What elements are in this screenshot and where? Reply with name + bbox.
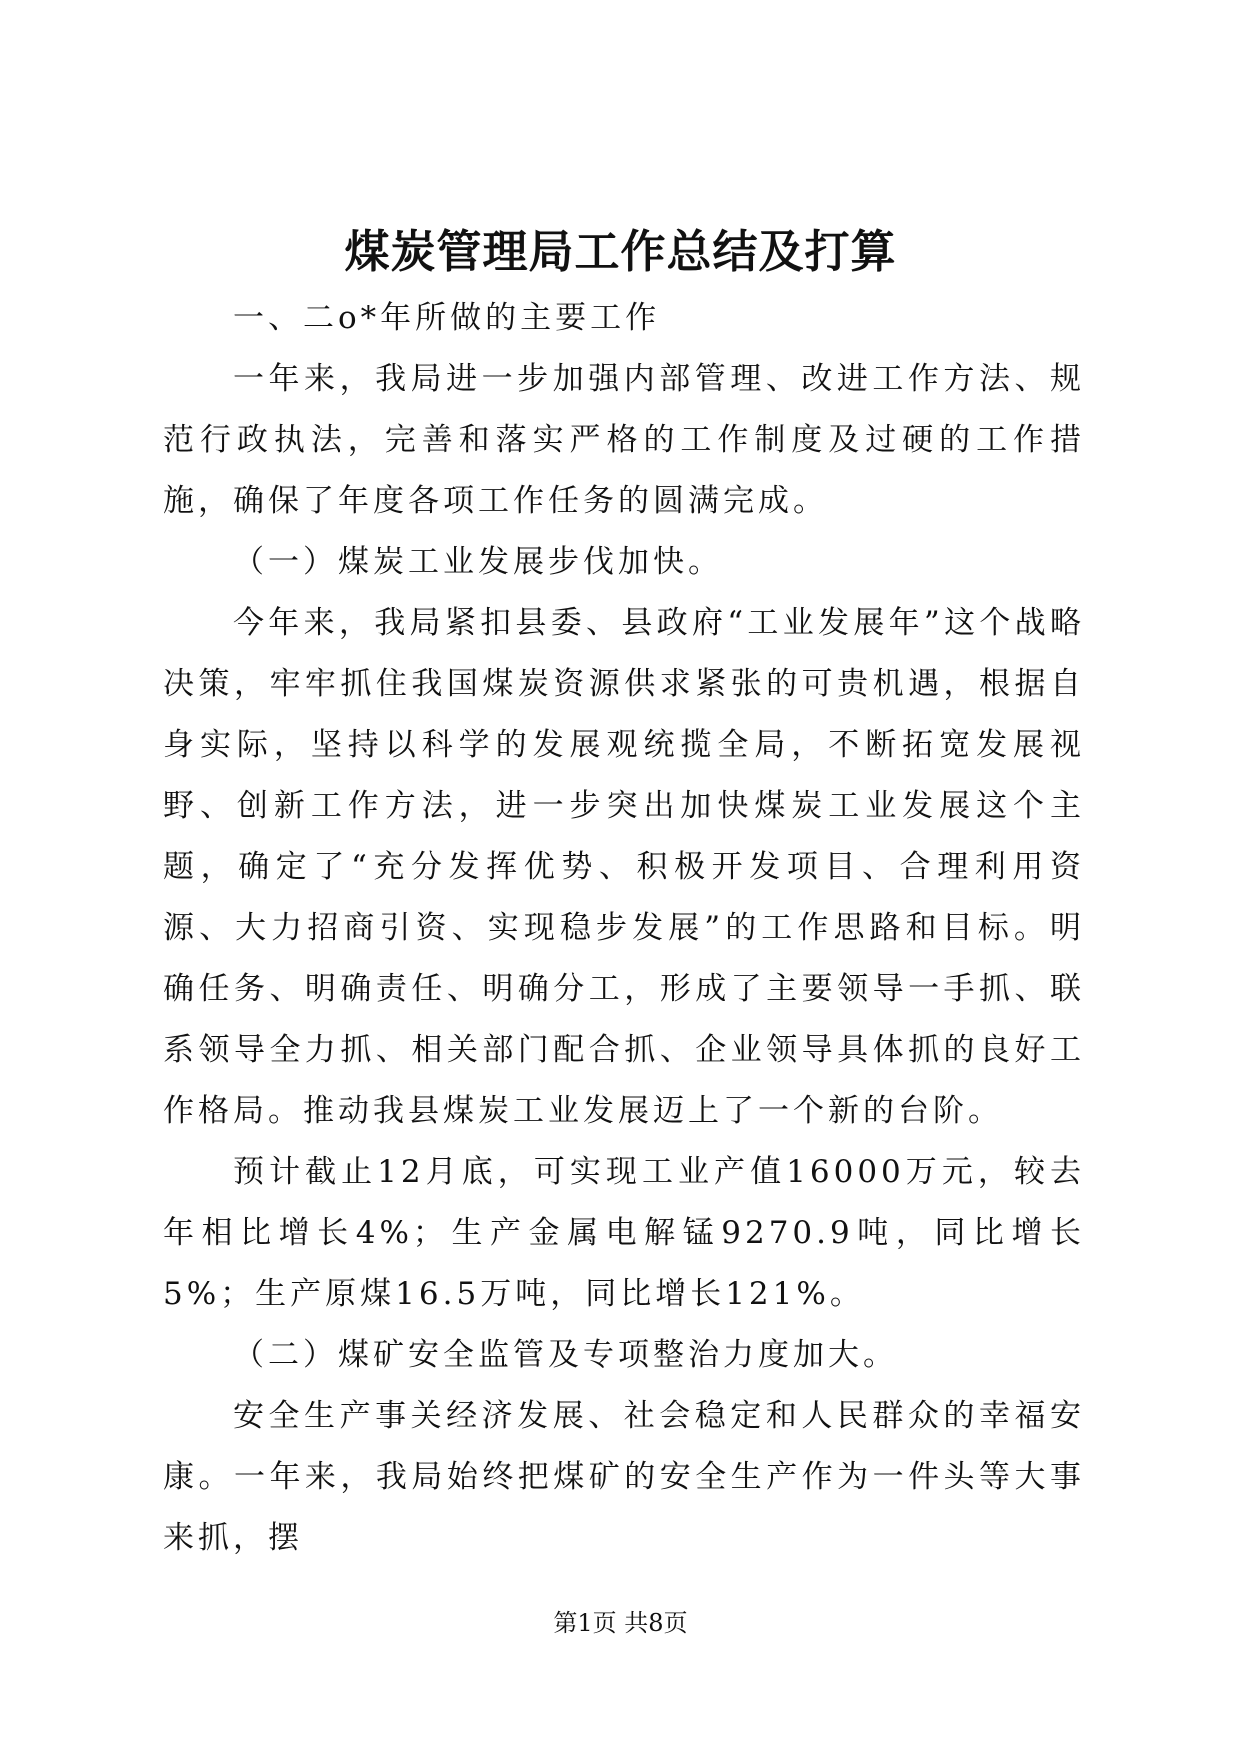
paragraph: 预计截止12月底，可实现工业产值16000万元，较去年相比增长4%；生产金属电解锰9270.9吨，同比增长5%；生产原煤16.5万吨，同比增长121%。: [163, 1154, 1085, 1312]
paragraph: 安全生产事关经济发展、社会稳定和人民群众的幸福安康。一年来，我局始终把煤矿的安全生产作为一件头等大事来抓，摆: [163, 1398, 1085, 1556]
paragraph: 一年来，我局进一步加强内部管理、改进工作方法、规范行政执法，完善和落实严格的工作制度及过硬的工作措施，确保了年度各项工作任务的圆满完成。: [163, 361, 1085, 519]
subsection-heading: （二）煤矿安全监管及专项整治力度加大。: [233, 1337, 898, 1373]
subsection-heading: （一）煤炭工业发展步伐加快。: [233, 544, 723, 580]
page-number-footer: 第1页 共8页: [553, 1609, 688, 1637]
document-body: [163, 288, 1085, 1569]
section-heading: 一、二o*年所做的主要工作: [233, 300, 661, 336]
paragraph: 今年来，我局紧扣县委、县政府“工业发展年”这个战略决策，牢牢抓住我国煤炭资源供求紧张的可贵机遇，根据自身实际，坚持以科学的发展观统揽全局，不断拓宽发展视野、创新工作方法，进一步突出加快煤炭工业发展这个主题，确定了“充分发挥优势、积极开发项目、合理利用资源、大力招商引资、实现稳步发展”的工作思路和目标。明确任务、明确责任、明确分工，形成了主要领导一手抓、联系领导全力抓、相关部门配合抓、企业领导具体抓的良好工作格局。推动我县煤炭工业发展迈上了一个新的台阶。: [163, 605, 1085, 1129]
document-title: 煤炭管理局工作总结及打算: [344, 225, 897, 278]
